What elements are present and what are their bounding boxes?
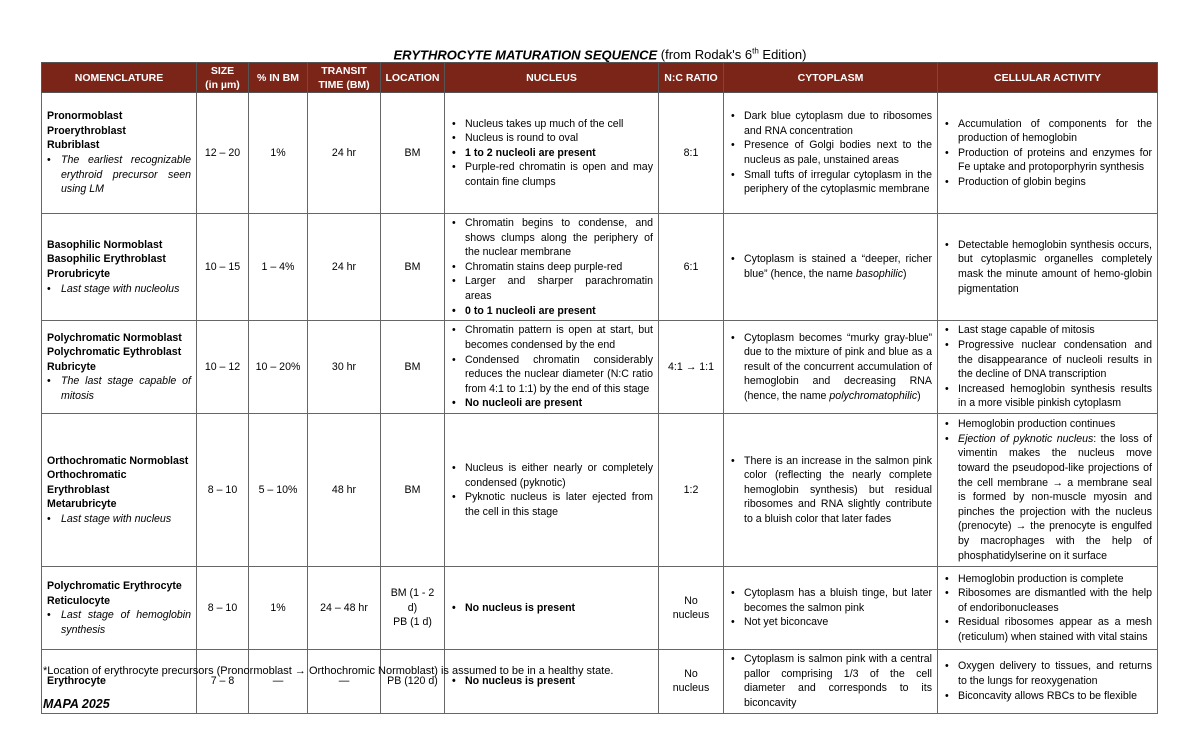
location-line: PB (1 d) — [393, 616, 432, 629]
cell-pct-bm: 1 – 4% — [249, 214, 308, 321]
cytoplasm-list — [729, 652, 932, 710]
cell-pct-bm: 1% — [249, 567, 308, 650]
nc-line: 4:1 → 1:1 — [668, 360, 714, 373]
cell-nucleus — [445, 650, 659, 713]
maturation-table — [41, 62, 1158, 714]
stage-name: Basophilic Normoblast — [47, 238, 163, 251]
table-row — [42, 214, 1158, 321]
list-item: • There is an increase in the salmon pink color (reflecting the nearly complete hemoglobin synthesis) but residual ribosomes and RNA slightly contribute to a bluish color that later fades — [729, 454, 932, 527]
list-item: • Nucleus is either nearly or completely condensed (pyknotic) — [450, 461, 653, 490]
nc-line: 8:1 — [683, 146, 699, 159]
list-item: • Progressive nuclear condensation and the disappearance of nucleoli results in the decline of DNA transcription — [943, 338, 1152, 382]
cell-pct-bm: 5 – 10% — [249, 414, 308, 567]
cell-size: 8 – 10 — [197, 414, 249, 567]
brand-label: MAPA 2025 — [43, 697, 110, 711]
col-header-transit: TRANSIT TIME (BM) — [308, 63, 381, 93]
cell-pct-bm: — — [249, 650, 308, 713]
list-item: • Hemoglobin production continues — [943, 417, 1152, 432]
cell-activity — [938, 567, 1158, 650]
cell-location — [381, 414, 445, 567]
col-header-nomenclature: NOMENCLATURE — [42, 63, 197, 93]
table-body — [42, 93, 1158, 714]
nucleus-list — [450, 323, 653, 411]
location-line: BM — [404, 483, 421, 496]
nc-line: nucleus — [672, 609, 710, 622]
list-item: • Chromatin begins to condense, and shows clumps along the periphery of the nuclear membrane — [450, 216, 653, 260]
cell-size: 10 – 15 — [197, 214, 249, 321]
stage-name: Polychromatic Normoblast — [47, 331, 182, 344]
cell-nomenclature — [42, 567, 197, 650]
list-item: • Condensed chromatin considerably reduces the nuclear diameter (N:C ratio from 4:1 to 1:1) by the end of this stage — [450, 353, 653, 397]
list-item: • Detectable hemoglobin synthesis occurs, but cytoplasmic organelles completely mask the minute amount of hemo-globin pigmentation — [943, 238, 1152, 296]
stage-name: Prorubricyte — [47, 268, 110, 281]
cell-location — [381, 214, 445, 321]
nc-line: 1:2 — [683, 483, 699, 496]
cell-location — [381, 321, 445, 414]
cell-cytoplasm — [724, 567, 938, 650]
activity-list — [943, 117, 1152, 190]
document-title — [0, 44, 1200, 63]
list-item: • Small tufts of irregular cytoplasm in the periphery of the cytoplasmic membrane — [729, 168, 932, 197]
cell-nomenclature — [42, 414, 197, 567]
cell-location — [381, 650, 445, 713]
stage-name: Rubriblast — [47, 139, 100, 152]
title-source: (from Rodak's 6th Edition) — [660, 47, 807, 63]
stage-name: Rubricyte — [47, 360, 96, 373]
list-item: • Residual ribosomes appear as a mesh (reticulum) when stained with vital stains — [943, 615, 1152, 644]
cell-nc-ratio — [659, 414, 724, 567]
cell-nc-ratio — [659, 214, 724, 321]
list-item: • No nucleoli are present — [450, 396, 653, 411]
cell-activity — [938, 93, 1158, 214]
stage-note: • Last stage of hemoglobin synthesis — [47, 608, 191, 637]
footnote: *Location of erythrocyte precursors (Pronormoblast → Orthochromic Normoblast) is assumed to be in a healthy state. — [43, 665, 614, 677]
list-item: • Production of globin begins — [943, 175, 1152, 190]
list-item: • Hemoglobin production is complete — [943, 572, 1152, 587]
activity-list — [943, 238, 1152, 296]
table-row — [42, 650, 1158, 713]
list-item: • Nucleus is round to oval — [450, 131, 653, 146]
list-item: • Accumulation of components for the production of hemoglobin — [943, 117, 1152, 146]
col-header-cytoplasm: CYTOPLASM — [724, 63, 938, 93]
cell-cytoplasm — [724, 214, 938, 321]
cell-transit: 24 – 48 hr — [308, 567, 381, 650]
stage-name: Polychromatic Erythrocyte — [47, 579, 182, 592]
location-line: BM — [404, 146, 421, 159]
cell-nc-ratio — [659, 321, 724, 414]
list-item: • Dark blue cytoplasm due to ribosomes and RNA concentration — [729, 109, 932, 138]
cell-nomenclature — [42, 321, 197, 414]
stage-name: Polychromatic Eythroblast — [47, 346, 182, 359]
nucleus-list — [450, 117, 653, 190]
list-item: • Purple-red chromatin is open and may contain fine clumps — [450, 160, 653, 189]
cell-pct-bm: 10 – 20% — [249, 321, 308, 414]
cell-transit: 48 hr — [308, 414, 381, 567]
cell-size: 8 – 10 — [197, 567, 249, 650]
cell-activity — [938, 650, 1158, 713]
cell-location — [381, 567, 445, 650]
cell-nomenclature — [42, 214, 197, 321]
stage-name: Orthochromatic Normoblast — [47, 454, 189, 467]
cell-nc-ratio — [659, 567, 724, 650]
col-header-nc-ratio: N:C RATIO — [659, 63, 724, 93]
list-item: • Pyknotic nucleus is later ejected from the cell in this stage — [450, 490, 653, 519]
col-header-pct-bm: % IN BM — [249, 63, 308, 93]
cell-activity — [938, 414, 1158, 567]
stage-name: Basophilic Erythroblast — [47, 253, 166, 266]
cell-pct-bm: 1% — [249, 93, 308, 214]
cell-nucleus — [445, 567, 659, 650]
list-item: • Ribosomes are dismantled with the help of endoribonucleases — [943, 586, 1152, 615]
cytoplasm-list — [729, 454, 932, 527]
cell-nucleus — [445, 414, 659, 567]
cell-cytoplasm — [724, 650, 938, 713]
cell-nucleus — [445, 321, 659, 414]
stage-name: Reticulocyte — [47, 594, 110, 607]
col-header-location: LOCATION — [381, 63, 445, 93]
list-item: • No nucleus is present — [450, 674, 653, 689]
cytoplasm-list — [729, 109, 932, 197]
table-row — [42, 414, 1158, 567]
nucleus-list — [450, 461, 653, 519]
cell-size: 12 – 20 — [197, 93, 249, 214]
list-item: • Larger and sharper parachromatin areas — [450, 274, 653, 303]
col-header-activity: CELLULAR ACTIVITY — [938, 63, 1158, 93]
table-row — [42, 567, 1158, 650]
location-line: BM — [404, 360, 421, 373]
stage-name: Erythrocyte — [47, 675, 106, 688]
cytoplasm-list — [729, 586, 932, 630]
cell-nucleus — [445, 214, 659, 321]
cell-transit: — — [308, 650, 381, 713]
nc-line: No — [684, 667, 698, 680]
col-header-size: SIZE (in µm) — [197, 63, 249, 93]
activity-list — [943, 659, 1152, 703]
location-line: BM — [404, 260, 421, 273]
cell-nc-ratio — [659, 650, 724, 713]
list-item: • Nucleus takes up much of the cell — [450, 117, 653, 132]
list-item: • Presence of Golgi bodies next to the nucleus as pale, unstained areas — [729, 138, 932, 167]
list-item: • Chromatin stains deep purple-red — [450, 260, 653, 275]
cytoplasm-list — [729, 252, 932, 281]
list-item: • Last stage capable of mitosis — [943, 323, 1152, 338]
cell-activity — [938, 214, 1158, 321]
list-item: • 0 to 1 nucleoli are present — [450, 304, 653, 319]
cell-nucleus — [445, 93, 659, 214]
nc-line: No — [684, 594, 698, 607]
stage-note: • Last stage with nucleus — [47, 512, 191, 527]
list-item: • 1 to 2 nucleoli are present — [450, 146, 653, 161]
list-item: • Oxygen delivery to tissues, and returns to the lungs for reoxygenation — [943, 659, 1152, 688]
list-item: • Production of proteins and enzymes for Fe uptake and protoporphyrin synthesis — [943, 146, 1152, 175]
cell-cytoplasm — [724, 321, 938, 414]
list-item: • No nucleus is present — [450, 601, 653, 616]
list-item: • Increased hemoglobin synthesis results in a more visible pinkish cytoplasm — [943, 382, 1152, 411]
activity-list — [943, 417, 1152, 563]
list-item: • Biconcavity allows RBCs to be flexible — [943, 689, 1152, 704]
nc-line: nucleus — [672, 682, 710, 695]
stage-name: Metarubricyte — [47, 498, 117, 511]
nc-line: 6:1 — [683, 260, 699, 273]
cell-activity — [938, 321, 1158, 414]
list-item: • Cytoplasm becomes “murky gray-blue” due to the mixture of pink and blue as a result of the concurrent accumulation of hemoglobin and decreasing RNA (hence, the name polychromatophilic) — [729, 331, 932, 404]
cell-nomenclature — [42, 93, 197, 214]
stage-name: Pronormoblast — [47, 110, 123, 123]
cell-cytoplasm — [724, 93, 938, 214]
table-row — [42, 93, 1158, 214]
stage-name: Orthochromatic Erythroblast — [47, 469, 127, 496]
header-row — [42, 63, 1158, 93]
list-item: • Ejection of pyknotic nucleus: the loss of vimentin makes the nucleus move toward the pseudopod-like projections of the cell membrane → a membrane seal is formed by non-muscle myosin and pinches the projection with the nucleus (prenocyte) → the prenocyte is engulfed by macrophages with the help of phosphatidylserine on it surface — [943, 432, 1152, 563]
nucleus-list — [450, 216, 653, 318]
list-item: • Chromatin pattern is open at start, but becomes condensed by the end — [450, 323, 653, 352]
cell-size: 7 – 8 — [197, 650, 249, 713]
location-line: BM (1 - 2 d) — [390, 587, 435, 614]
nucleus-list — [450, 601, 653, 616]
location-line: PB (120 d) — [387, 675, 438, 688]
stage-name: Proerythroblast — [47, 124, 126, 137]
list-item: • Cytoplasm is salmon pink with a central pallor comprising 1/3 of the cell diameter and corresponds to its biconcavity — [729, 652, 932, 710]
activity-list — [943, 572, 1152, 645]
cell-transit: 24 hr — [308, 214, 381, 321]
stage-note: • Last stage with nucleolus — [47, 282, 191, 297]
list-item: • Cytoplasm has a bluish tinge, but later becomes the salmon pink — [729, 586, 932, 615]
cell-transit: 24 hr — [308, 93, 381, 214]
col-header-nucleus: NUCLEUS — [445, 63, 659, 93]
list-item: • Not yet biconcave — [729, 615, 932, 630]
cytoplasm-list — [729, 331, 932, 404]
list-item: • Cytoplasm is stained a “deeper, richer blue” (hence, the name basophilic) — [729, 252, 932, 281]
activity-list — [943, 323, 1152, 411]
cell-transit: 30 hr — [308, 321, 381, 414]
title-main: ERYTHROCYTE MATURATION SEQUENCE — [393, 47, 658, 63]
cell-nc-ratio — [659, 93, 724, 214]
table-row — [42, 321, 1158, 414]
cell-location — [381, 93, 445, 214]
stage-note: • The last stage capable of mitosis — [47, 374, 191, 403]
cell-size: 10 – 12 — [197, 321, 249, 414]
cell-cytoplasm — [724, 414, 938, 567]
stage-note: • The earliest recognizable erythroid precursor seen using LM — [47, 153, 191, 197]
